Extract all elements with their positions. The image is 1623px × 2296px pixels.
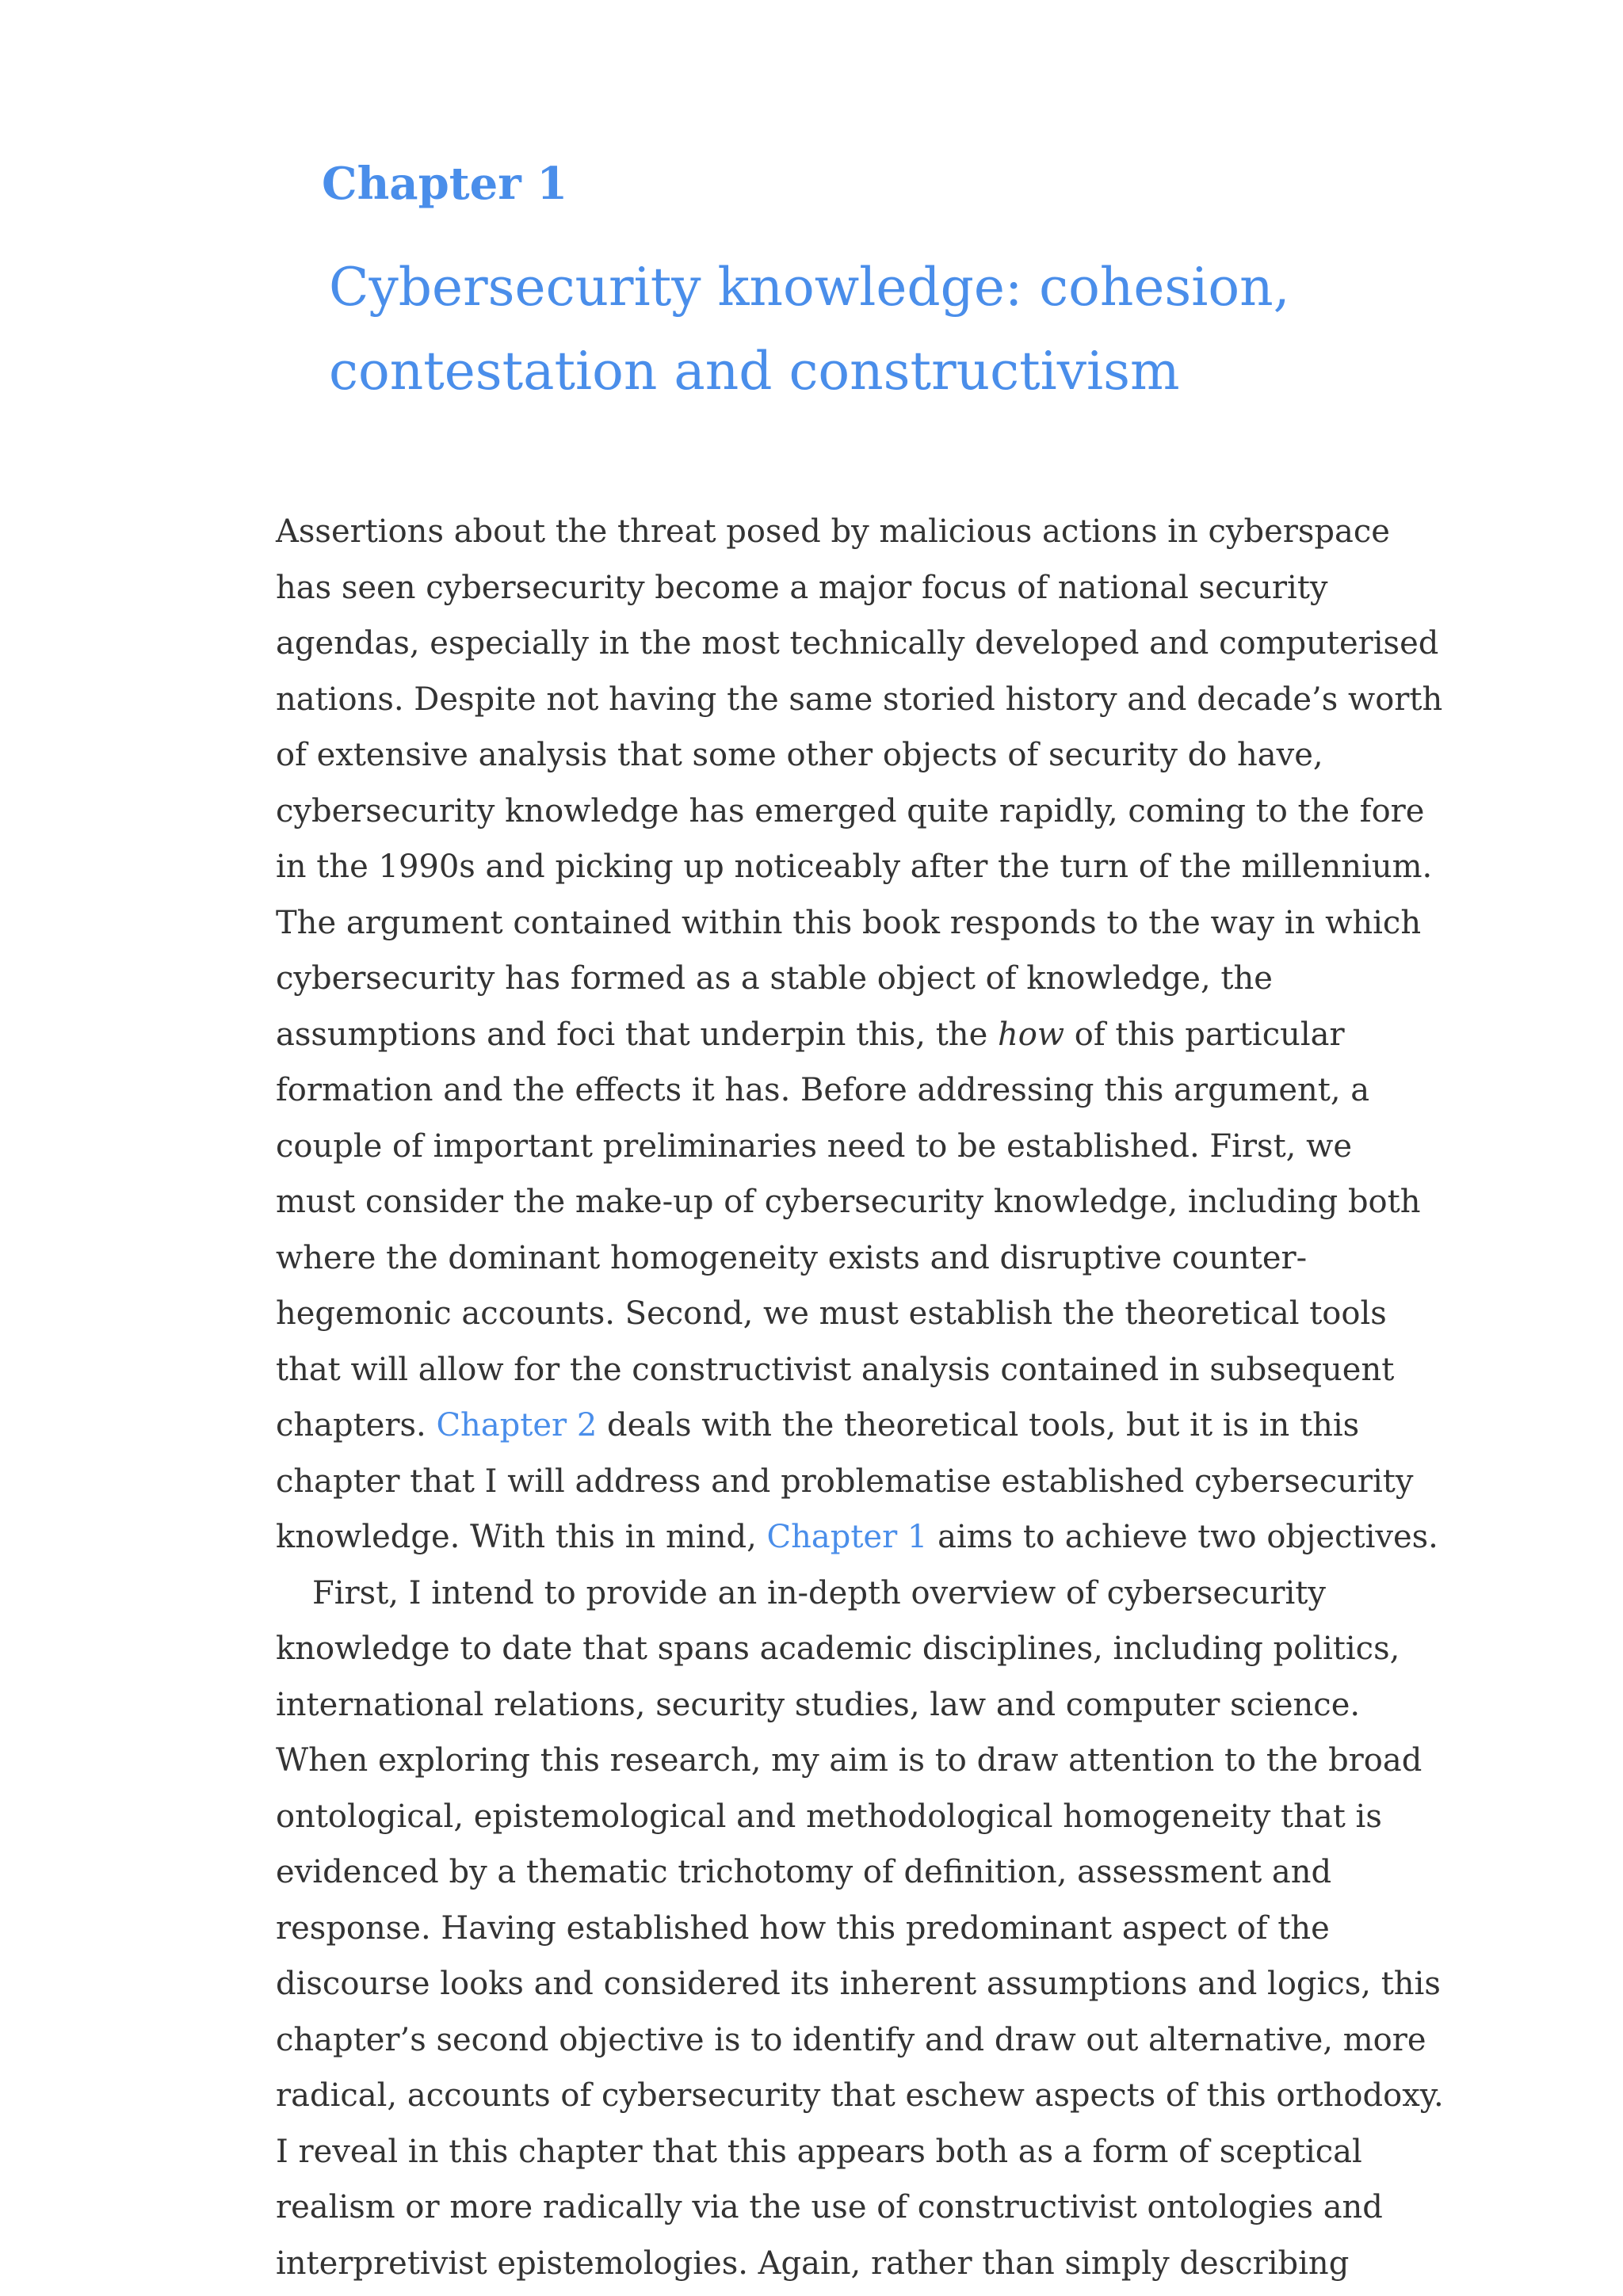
- text-segment: deals with the theoretical tools, but it is in this: [597, 1407, 1360, 1444]
- text-line: international relations, security studies, law and computer science.: [276, 1686, 1361, 1723]
- text-line: cybersecurity has formed as a stable object of knowledge, the: [276, 960, 1273, 997]
- text-line: couple of important preliminaries need to be established. First, we: [276, 1127, 1352, 1165]
- text-line: nations. Despite not having the same storied history and decade’s worth: [276, 681, 1443, 718]
- text-line: chapter that I will address and problematise established cybersecurity: [276, 1463, 1414, 1500]
- chapter-1-link[interactable]: Chapter 1: [766, 1519, 928, 1555]
- text-line: radical, accounts of cybersecurity that eschew aspects of this orthodoxy.: [276, 2077, 1444, 2114]
- text-line: response. Having established how this predominant aspect of the: [276, 1909, 1330, 1947]
- text-line: I reveal in this chapter that this appears both as a form of sceptical: [276, 2133, 1362, 2170]
- text-line: realism or more radically via the use of constructivist ontologies and: [276, 2189, 1383, 2225]
- text-line: chapter’s second objective is to identify and draw out alternative, more: [276, 2021, 1426, 2058]
- text-line: has seen cybersecurity become a major focus of national security: [276, 569, 1328, 606]
- emphasis-how: how: [997, 1016, 1065, 1053]
- chapter-label: Chapter 1: [322, 158, 568, 210]
- chapter-title: [329, 246, 1290, 414]
- text-line: in the 1990s and picking up noticeably after the turn of the millennium.: [276, 849, 1433, 885]
- text-line: The argument contained within this book responds to the way in which: [276, 904, 1422, 941]
- text-segment: assumptions and foci that underpin this, the: [276, 1016, 998, 1053]
- text-segment: knowledge. With this in mind,: [276, 1519, 767, 1555]
- text-line: First, I intend to provide an in-depth overview of cybersecurity: [312, 1574, 1326, 1611]
- text-line: that will allow for the constructivist analysis contained in subsequent: [276, 1351, 1395, 1388]
- text-line: interpretivist epistemologies. Again, rather than simply describing: [276, 2245, 1350, 2282]
- chapter-title-line: contestation and constructivism: [329, 341, 1180, 402]
- text-line: [276, 1398, 1401, 1454]
- text-line: discourse looks and considered its inherent assumptions and logics, this: [276, 1966, 1441, 2002]
- text-line: [276, 1007, 1401, 1063]
- text-line: formation and the effects it has. Before addressing this argument, a: [276, 1072, 1370, 1108]
- text-line: where the dominant homogeneity exists and disruptive counter-: [276, 1239, 1308, 1276]
- text-line: Assertions about the threat posed by malicious actions in cyberspace: [276, 513, 1390, 550]
- text-line: of extensive analysis that some other objects of security do have,: [276, 737, 1323, 773]
- text-segment: aims to achieve two objectives.: [927, 1519, 1438, 1555]
- text-line: cybersecurity knowledge has emerged quite rapidly, coming to the fore: [276, 792, 1425, 830]
- text-line: evidenced by a thematic trichotomy of definition, assessment and: [276, 1854, 1332, 1890]
- text-line: agendas, especially in the most technically developed and computerised: [276, 625, 1439, 662]
- chapter-body-text: [276, 504, 1444, 2291]
- text-segment: of this particular: [1064, 1016, 1345, 1053]
- text-line: ontological, epistemological and methodological homogeneity that is: [276, 1798, 1382, 1835]
- chapter-title-line: Cybersecurity knowledge: cohesion,: [329, 257, 1290, 318]
- text-line: When exploring this research, my aim is to draw attention to the broad: [276, 1742, 1423, 1779]
- text-line: knowledge to date that spans academic disciplines, including politics,: [276, 1630, 1400, 1667]
- chapter-2-link[interactable]: Chapter 2: [436, 1407, 598, 1444]
- text-segment: chapters.: [276, 1407, 437, 1444]
- text-line: hegemonic accounts. Second, we must establish the theoretical tools: [276, 1295, 1387, 1332]
- text-line: [276, 1509, 1438, 1566]
- text-line: must consider the make-up of cybersecurity knowledge, including both: [276, 1184, 1421, 1220]
